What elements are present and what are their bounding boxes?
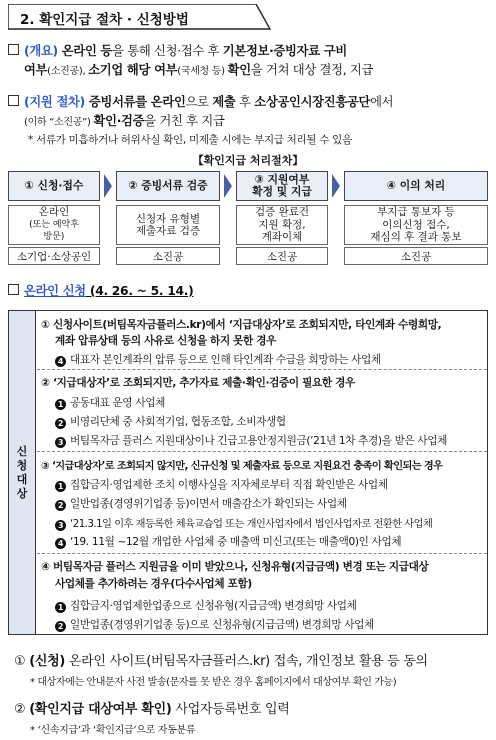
group1-item1: 4 대표자 본인계좌의 압류 등으로 인해 타인계좌 수급을 희망하는 사업체 (55, 352, 381, 367)
process-step-body-line: 방문) (43, 232, 65, 243)
text-run: 확인 (227, 63, 251, 77)
bullet-2-icon: 2 (55, 621, 66, 632)
side-char: 신 (16, 444, 28, 458)
process-step-head: ① 신청·접수 (8, 171, 100, 201)
target-side-label (9, 311, 36, 634)
group3-heading: ③ ‘지급대상자’로 조회되지 않지만, 신규신청 및 제출자료 등으로 지원요건 충족이 확인되는 경우 (41, 461, 443, 472)
step2-line (14, 698, 290, 717)
text-run: (소진공), (47, 66, 89, 77)
section-title: 2. 확인지급 절차 · 신청방법 (20, 12, 189, 28)
overview-tag: (개요) (24, 44, 58, 58)
text-run: 에서 (370, 95, 394, 109)
bullet-3-icon: 3 (55, 437, 66, 448)
bullet-4-icon: 4 (55, 356, 66, 367)
process-step-body-line: 부지급 통보자 등 (377, 206, 455, 219)
process-step-body-line: 계좌이체 (261, 231, 303, 244)
overview-line2 (8, 61, 492, 81)
text-run: (이하 “소진공”) (24, 117, 94, 128)
group2-heading: ② ‘지급대상자’로 조회되지만, 추가자료 제출·확인·검증이 필요한 경우 (41, 377, 355, 389)
group1-line2: 계좌 압류상태 등의 사유로 신청을 하지 못한 경우 (55, 335, 277, 347)
procedure-tag: (지원 절차) (24, 95, 85, 109)
text-run: 여부 (24, 63, 48, 77)
bullet-2-icon: 2 (55, 418, 66, 429)
group4-line2: 사업체를 추가하려는 경우(다수사업체 포함) (55, 578, 252, 590)
step2-note: * ‘신속지급’과 ‘확인지급’으로 자동분류 (30, 725, 196, 736)
process-step-body (116, 205, 220, 245)
bullet-4-icon: 4 (55, 538, 66, 549)
step2-text: 사업자등록번호 입력 (171, 702, 290, 717)
bullet-1-icon: 1 (55, 481, 66, 492)
text-run: 확인·검증 (93, 114, 145, 128)
step2-tag: (확인지급 대상여부 확인) (29, 702, 172, 717)
divider (37, 369, 487, 370)
group3-item1: 1 집합금지·영업제한 조치 이행사실을 지자체로부터 직접 확인받은 사업체 (55, 477, 388, 492)
text-run: 을 통해 신청·접수 후 (112, 44, 223, 58)
process-step-head: ④ 이의 처리 (344, 171, 488, 201)
step1-tag: (신청) (29, 654, 66, 669)
text-run: 후 (235, 95, 255, 109)
target-table (8, 310, 488, 635)
text-run: 소기업 해당 여부 (88, 63, 178, 77)
text-run: 기본정보·증빙자료 구비 (222, 44, 347, 58)
side-char: 청 (16, 458, 28, 472)
process-step-foot: 소진공 (236, 247, 328, 265)
side-char: 대 (16, 472, 28, 486)
overview-line1 (58, 44, 347, 58)
step1-number: ① (14, 654, 26, 669)
procedure-line2 (8, 112, 492, 132)
process-step-body-line: (또는 예약후 (29, 219, 79, 230)
text-run: 제출 (212, 95, 236, 109)
text-run: (국세청 등) (177, 66, 228, 77)
group3-item4: 4 ‘19. 11월 ~12월 개업한 사업체 중 매출액 미신고(또는 매출액0)인 사업체 (55, 534, 401, 549)
step2-number: ② (14, 702, 26, 717)
process-step-body (236, 205, 328, 245)
text-run: 을 거쳐 대상 결정, 지급 (250, 63, 374, 77)
side-char: 상 (16, 486, 28, 500)
process-step-body-line: 제출자료 검증 (135, 225, 201, 237)
bullet-2-icon: 2 (55, 500, 66, 511)
section-header (8, 4, 272, 30)
group2-item2: 2 비영리단체 중 사회적기업, 협동조합, 소비자생협 (55, 414, 286, 429)
procedure-note: * 서류가 미흡하거나 허위사실 확인, 미제출 시에는 부지급 처리될 수 있음 (28, 134, 352, 146)
process-step-body-line: 온라인 (38, 206, 70, 219)
text-run: 으로 (185, 95, 213, 109)
process-step-body (344, 205, 488, 245)
group4-item1: 1 집합금지·영업제한업종으로 신청유형(지급금액) 변경희망 사업체 (55, 598, 357, 613)
online-heading (8, 282, 193, 301)
text-run: 증빙서류를 온라인 (84, 95, 186, 109)
overview-paragraph (8, 42, 492, 81)
bullet-1-icon: 1 (55, 399, 66, 410)
process-step-body-line: 신청자 유형별 (135, 212, 201, 225)
process-title: 【확인지급 처리절차】 (192, 154, 304, 167)
text-run: 소상공인시장진흥공단 (254, 95, 371, 109)
online-label: 온라인 신청 (24, 284, 86, 298)
process-step-head: ③ 지원여부 확정 및 지급 (236, 171, 328, 201)
group2-item3: 3 버팀목자금 플러스 지원대상이나 긴급고용안정지원금(’21년 1차 추경)을 받은 사업체 (55, 433, 447, 448)
online-period: (4. 26. ~ 5. 14.) (85, 284, 194, 298)
group3-item2: 2 일반업종(경영위기업종 등)이면서 매출감소가 확인되는 사업체 (55, 496, 347, 511)
divider (37, 451, 487, 452)
checkbox-icon (8, 284, 19, 295)
process-step-body (8, 205, 100, 245)
process-step-body-line: 이의신청 접수, (382, 218, 450, 231)
group4-line1: ④ 버팀목자금 플러스 지원금을 이미 받았으나, 신청유형(지급금액) 변경 또는 지급대상 (41, 561, 429, 573)
divider (37, 553, 487, 554)
procedure-line1 (85, 95, 393, 109)
process-step-body-line: 재심의 후 결과 통보 (370, 231, 462, 244)
process-step-body-line: 지원 확정, (258, 218, 306, 231)
arrow-right-icon (104, 174, 112, 198)
process-step-foot: 소진공 (116, 247, 220, 265)
procedure-paragraph (8, 93, 492, 148)
process-step-foot: 소기업·소상공인 (8, 247, 100, 265)
group2-item1: 1 공동대표 운영 사업체 (55, 395, 165, 410)
bullet-3-icon: 3 (55, 520, 66, 531)
step1-line (14, 650, 428, 669)
process-step-body-line: 검증 완료건 (254, 206, 310, 219)
step1-text: 온라인 사이트(버팀목자금플러스.kr) 접속, 개인정보 활용 등 동의 (65, 654, 428, 669)
process-step-head: ② 증빙서류 검증 (116, 171, 220, 201)
group4-item2: 2 일반업종(경영위기업종 등)으로 신청유형(지급금액) 변경희망 사업체 (55, 617, 374, 632)
group3-item3: 3 ‘21.3.1일 이후 재등록한 체육교습업 또는 개인사업자에서 법인사업자로 전환한 사업체 (55, 515, 432, 531)
checkbox-icon (8, 44, 19, 55)
bullet-1-icon: 1 (55, 602, 66, 613)
step1-note: * 대상자에는 안내문자 사전 발송(문자를 못 받은 경우 홈페이지에서 대상여부 확인 가능) (30, 677, 397, 688)
checkbox-icon (8, 95, 19, 106)
text-run: 을 거친 후 지급 (144, 114, 225, 128)
arrow-right-icon (332, 174, 340, 198)
arrow-right-icon (224, 174, 232, 198)
text-run: 온라인 등 (57, 44, 113, 58)
group1-line1: ① 신청사이트(버팀목자금플러스.kr)에서 ‘지급대상자’로 조회되지만, 타인계좌 수령희망, (41, 319, 442, 331)
process-step-foot: 소진공 (344, 247, 488, 265)
